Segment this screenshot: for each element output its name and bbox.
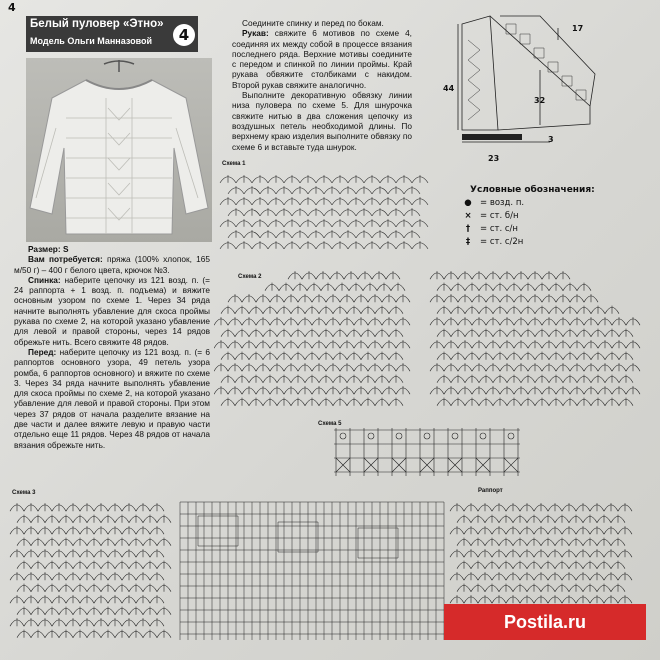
- stitch-grid: [214, 271, 410, 406]
- stitch-grid: [220, 175, 428, 249]
- sweater-photo: [26, 58, 212, 242]
- front-label: Перед:: [28, 346, 57, 357]
- dim-17: 17: [572, 24, 584, 33]
- legend-text-chain: = возд. п.: [480, 198, 525, 208]
- scheme-5-label: Схема 5: [318, 421, 342, 427]
- scheme-2-left-chart: [214, 264, 412, 414]
- materials-text: пряжа (100% хлопок, 165 м/50 г) – 400 г белого цвета, крючок №3.: [14, 254, 210, 275]
- double-crochet-icon: †: [465, 224, 471, 234]
- scheme-2-label: Схема 2: [238, 274, 262, 280]
- single-crochet-icon: ×: [464, 211, 472, 221]
- sleeve-text: свяжите 6 мотивов по схеме 4, соединяя их между собой в процессе вязания последнего ряда. Верхние мотивы соедините с передом и спинкой по линии проймы. Край рукава обвяжите столбиками с накидом. Второй рукав свяжите аналогично.: [232, 28, 412, 90]
- legend-text-tc: = ст. с/2н: [480, 237, 524, 247]
- pattern-title: Белый пуловер «Этно»: [30, 18, 164, 30]
- scheme-1-label: Схема 1: [222, 161, 246, 167]
- legend-item-tc: [462, 237, 523, 247]
- legend-item-dc: [462, 224, 518, 234]
- materials-label: Вам потребуется:: [28, 254, 103, 265]
- edging-text: Выполните декоративную обвязку линии низа пуловера по схеме 5. Для шнурочка свяжите нитью в два сложения цепочку из воздушных петель необходимой длины. По верхнему краю изделия выполните обвязку по схеме 6 и вставьте туда шнурок.: [232, 90, 412, 152]
- instructions-left: [14, 244, 210, 450]
- scheme-5-chart: [332, 420, 522, 484]
- join-text: Соедините спинку и перед по бокам.: [242, 18, 384, 28]
- scheme-2-right-chart: [428, 264, 642, 414]
- legend-item-chain: [462, 198, 524, 208]
- dim-23: 23: [488, 154, 500, 163]
- stitch-grid: [10, 503, 171, 638]
- instructions-right: [232, 18, 412, 152]
- stitch-grid: [430, 271, 640, 406]
- watermark-logo: Postila.ru: [444, 604, 646, 640]
- front-text: наберите цепочку из 121 возд. п. (= 6 раппортов основного узора, 49 петель узора ромба, 6 раппортов основного) и вяжите по схеме 3. Через 34 ряда начните выполнять убавление для скоса проймы по схеме 2, на которой указано убавление для левой и правой стороны. При этом через 37 рядов от начала разделите вязание на две части и далее вяжите левую и правую части отдельно еще 11 рядов. Через 48 рядов от начала вязания обрежьте нить.: [14, 346, 210, 450]
- treble-crochet-icon: ‡: [465, 237, 471, 247]
- scheme-1-chart: [218, 168, 434, 256]
- size-text: Размер: S: [28, 244, 69, 254]
- sleeve-label: Рукав:: [242, 28, 269, 39]
- legend-text-dc: = ст. с/н: [480, 224, 518, 234]
- dim-32: 32: [534, 96, 546, 105]
- back-text: наберите цепочку из 121 возд. п. (= 24 раппорта + 1 возд. п. подъема) и вяжите основным узором по схеме 1. Через 34 ряда начните выполнять убавление для скоса проймы рукава по схеме 2, на которой указано убавление для левой и правой стороны, через 14 рядов обрежьте нить. Всего свяжите 48 рядов.: [14, 274, 210, 347]
- pattern-number-badge: 4: [173, 24, 195, 46]
- chain-stitch-icon: ●: [464, 198, 472, 208]
- page-number: 4: [8, 1, 16, 14]
- dim-44: 44: [443, 84, 455, 93]
- diamond-panel: [180, 502, 444, 640]
- legend-item-sc: [462, 211, 519, 221]
- scheme-3-label: Схема 3: [12, 490, 36, 496]
- legend-text-sc: = ст. б/н: [480, 211, 519, 221]
- edging-grid: [334, 428, 520, 476]
- rapport-label: Раппорт: [478, 488, 503, 494]
- dim-3: 3: [548, 135, 554, 144]
- sleeve-schematic: [440, 10, 650, 170]
- legend-title: Условные обозначения:: [470, 185, 595, 195]
- back-label: Спинка:: [28, 274, 61, 285]
- sweater-illustration: [26, 58, 212, 242]
- pattern-author: Модель Ольги Манназовой: [30, 36, 153, 46]
